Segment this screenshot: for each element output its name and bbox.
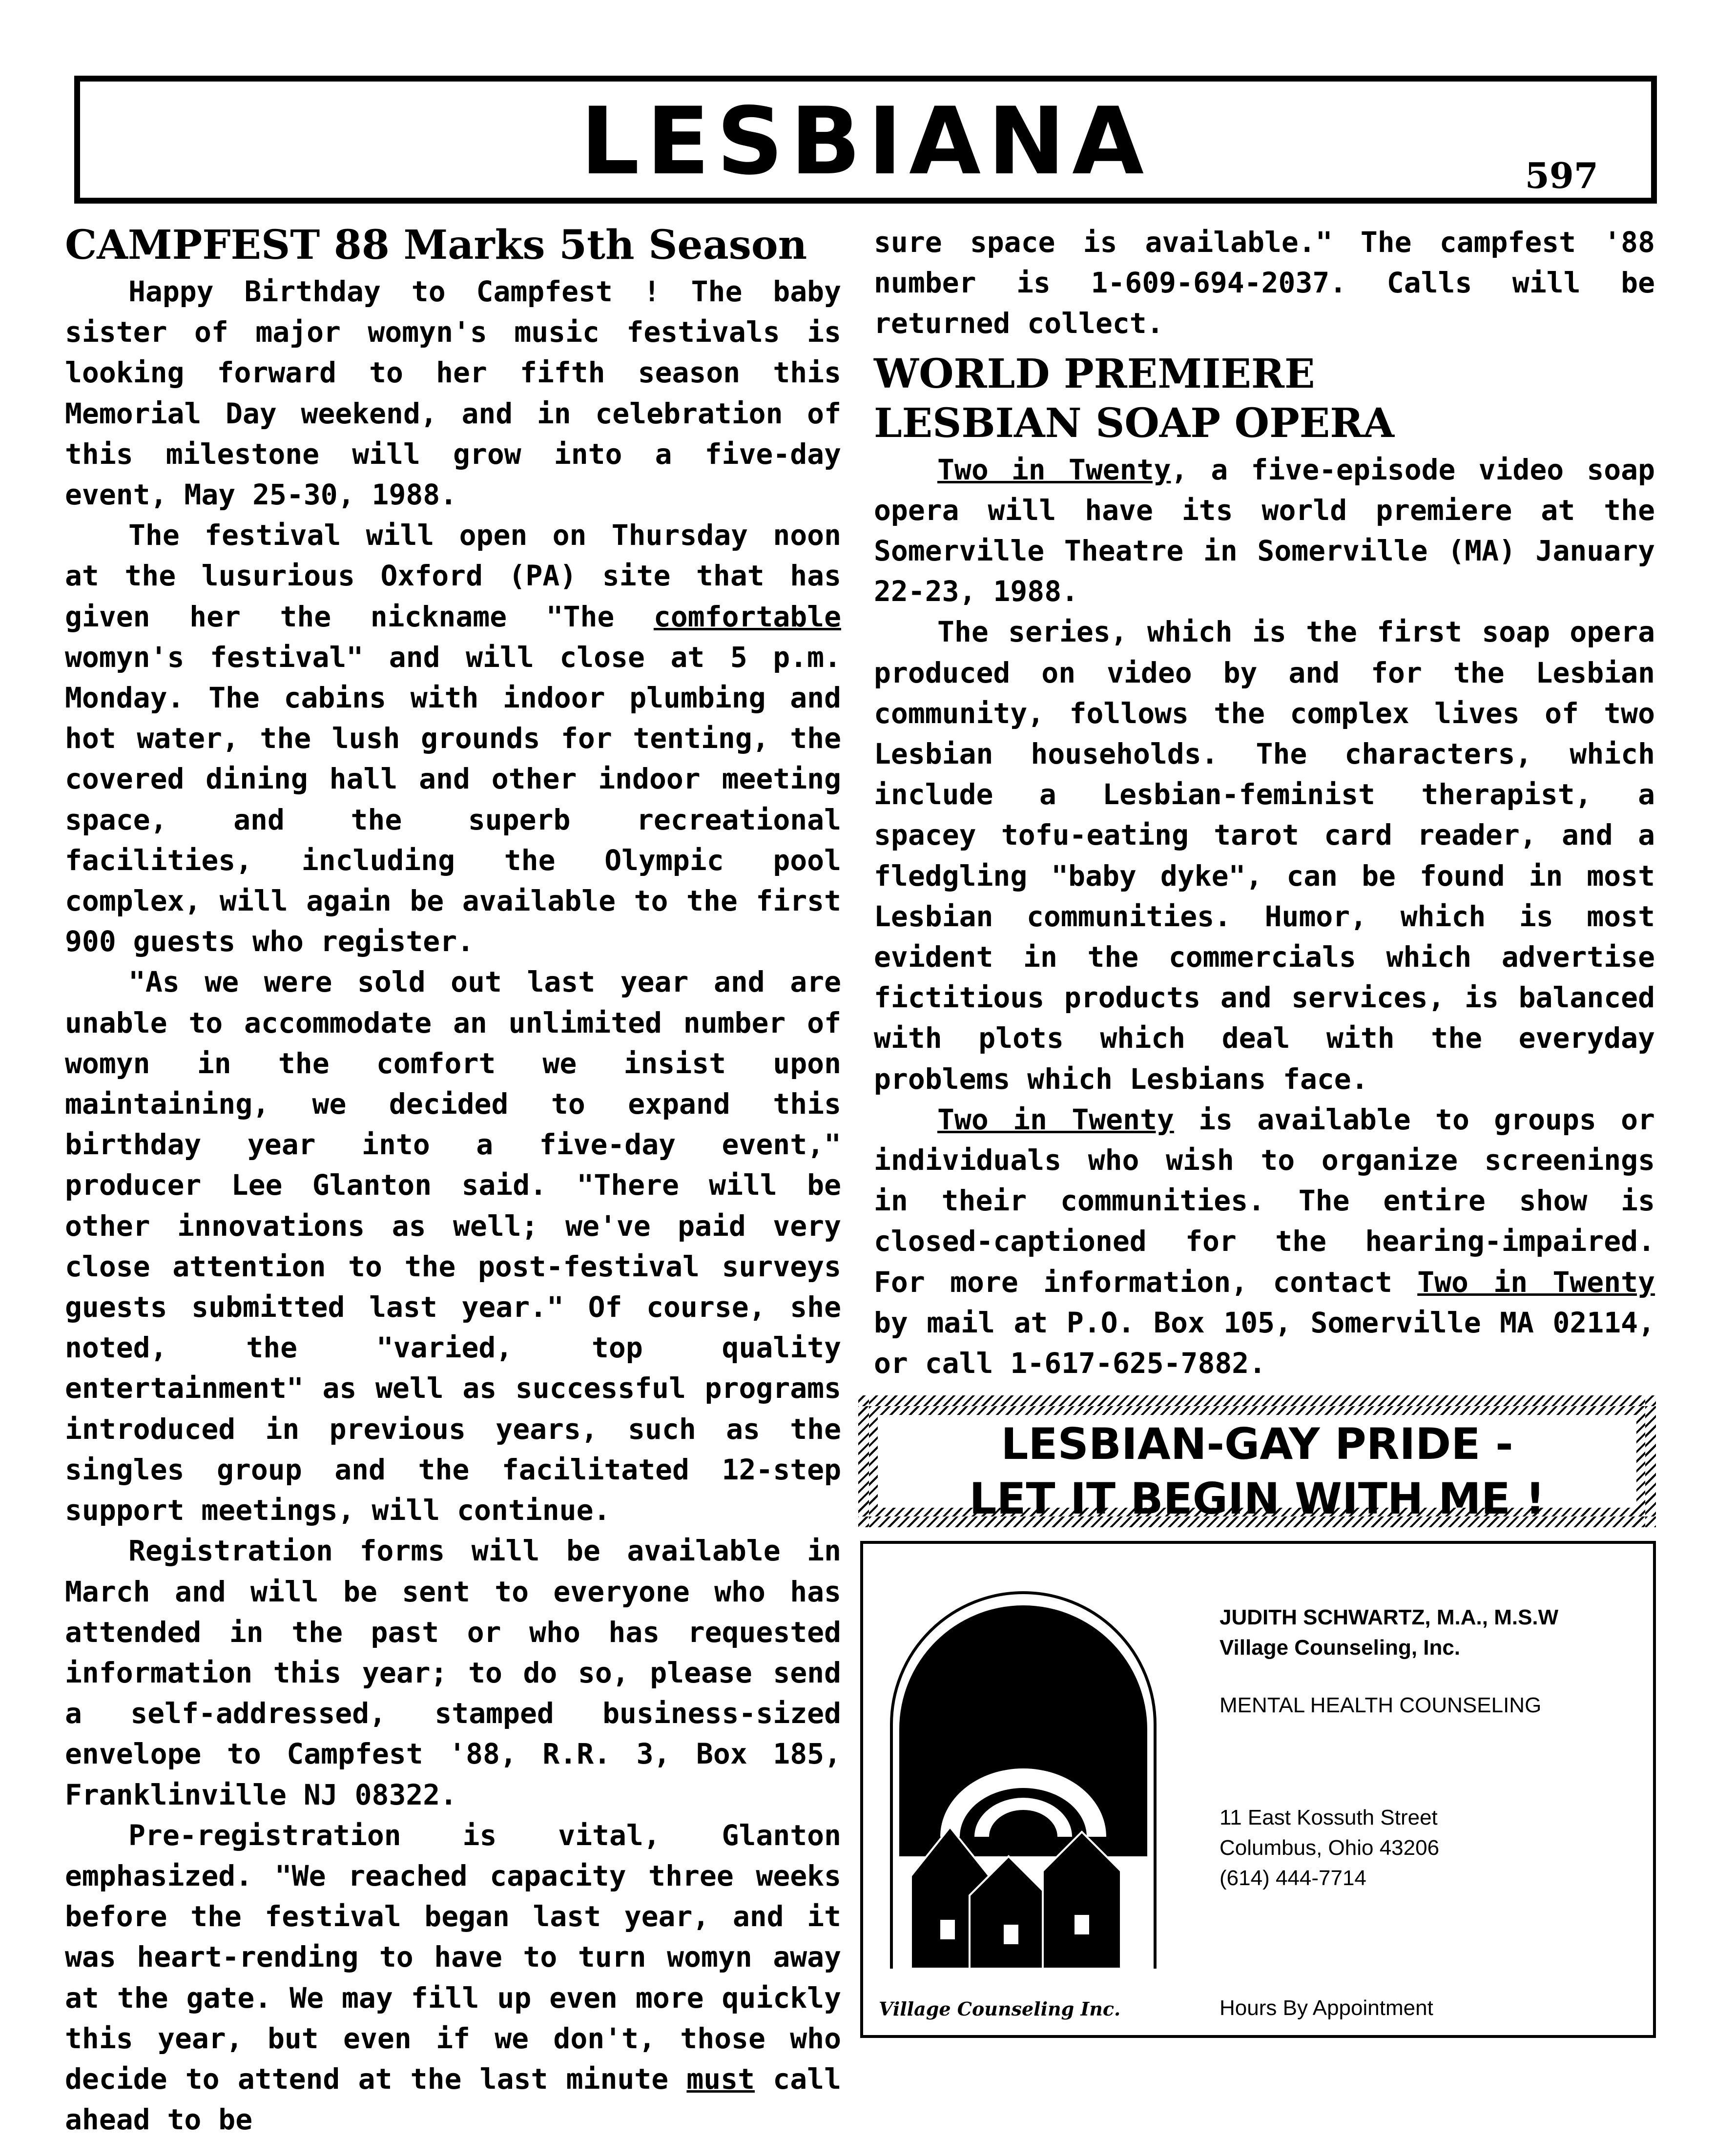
must-underlined: must (686, 2062, 755, 2096)
village-arch-logo-icon (882, 1583, 1165, 1969)
soap-p1-rest: , a five-episode video soap opera will have its world premiere at the Somerville Theatre in Somerville (MA) January 22-23, 1988. (874, 453, 1655, 608)
campfest-paragraph-4: Registration forms will be available in March and will be sent to everyone who has attended in the past or who has requested information this year; to do so, please send a self-addressed, stamped business-sized envelope to Campfest '88, R.R. 3, Box 185, Franklinville NJ 08322. (65, 1534, 841, 1811)
campfest-paragraph-3: "As we were sold out last year and are unable to accommodate an unlimited number of womyn in the comfort we insist upon maintaining, we decided to expand this birthday year into a five-day event," producer Lee Glanton said. "There will be other innovations as well; we've paid very close attention to the post-festival surveys guests submitted last year." Of course, she noted, the "varied, top quality entertainment" as well as successful programs introduced in previous years, such as the singles group and the facilitated 12-step support meetings, will continue. (65, 965, 841, 1527)
pride-line-2: LET IT BEGIN WITH ME ! (969, 1474, 1545, 1524)
campfest-p5-start: Pre-registration is vital, Glanton emphasized. "We reached capacity three weeks before the festival began last year, and it was heart-rending to have to turn womyn away at the gate. We may fill up even more quickly this year, but even if we don't, those who decide to attend at the last minute (65, 1818, 841, 2096)
masthead (74, 76, 1657, 204)
organization-name: Village Counseling, Inc. (1219, 1636, 1461, 1660)
soap-opera-paragraph-1 (874, 450, 1655, 612)
soap-opera-headline-line1: WORLD PREMIERE (874, 350, 1315, 397)
show-title-underlined: Two in Twenty (937, 453, 1171, 486)
right-column (874, 222, 1655, 1384)
pride-line-1: LESBIAN-GAY PRIDE - (1001, 1419, 1513, 1469)
ad-logo-caption: Village Counseling Inc. (879, 1998, 1121, 2020)
masthead-title: LESBIANA (580, 87, 1151, 195)
soap-opera-paragraph-3 (874, 1100, 1655, 1384)
campfest-paragraph-2 (65, 515, 841, 962)
ad-city: Columbus, Ohio 43206 (1219, 1836, 1440, 1860)
campfest-p2-start: The festival will open on Thursday noon at the lusurious Oxford (PA) site that has given her the nickname "The (65, 519, 841, 633)
pride-banner-text (878, 1415, 1636, 1524)
campfest-headline: CAMPFEST 88 Marks 5th Season (65, 222, 807, 269)
ad-address (1219, 1803, 1439, 1893)
campfest-p2-end: womyn's festival" and will close at 5 p.m. Monday. The cabins with indoor plumbing and hot water, the lush grounds for tenting, the covered dining hall and other indoor meeting space, and the superb recreational facilities, including the Olympic pool complex, will again be available to the first 900 guests who register. (65, 640, 841, 958)
soap-opera-paragraph-2: The series, which is the first soap opera produced on video by and for the Lesbian community, follows the complex lives of two Lesbian households. The characters, which include a Lesbian-feminist therapist, a spacey tofu-eating tarot card reader, and a fledgling "baby dyke", can be found in most Lesbian communities. Humor, which is most evident in the commercials which advertise fictitious products and services, is balanced with plots which deal with the everyday problems which Lesbians face. (874, 615, 1655, 1096)
pride-banner (858, 1395, 1656, 1527)
soap-opera-headline-line2: LESBIAN SOAP OPERA (874, 399, 1394, 447)
ad-phone: (614) 444-7714 (1219, 1866, 1366, 1890)
campfest-paragraph-1: Happy Birthday to Campfest ! The baby sister of major womyn's music festivals is looking forward to her fifth season this Memorial Day weekend, and in celebration of this milestone will grow into a five-day event, May 25-30, 1988. (65, 275, 841, 512)
ad-hours: Hours By Appointment (1219, 1996, 1433, 2020)
campfest-paragraph-5 (65, 1815, 841, 2140)
comfortable-underlined: comfortable (653, 600, 841, 633)
counselor-name: JUDITH SCHWARTZ, M.A., M.S.W (1219, 1605, 1559, 1629)
soap-p3-mid: is available to groups or individuals who wish to organize screenings in their communities. The entire show is closed-captioned for the hearing-impaired. For more information, contact (874, 1102, 1655, 1299)
ad-street: 11 East Kossuth Street (1219, 1806, 1438, 1829)
page-number: 597 (1525, 155, 1598, 196)
campfest-p5-end: call ahead to be (65, 2062, 841, 2137)
ad-name-block (1219, 1602, 1558, 1663)
left-column (65, 222, 841, 2140)
show-title-underlined: Two in Twenty (1417, 1265, 1655, 1299)
show-title-underlined: Two in Twenty (937, 1102, 1174, 1136)
soap-p3-end: by mail at P.O. Box 105, Somerville MA 02114, or call 1-617-625-7882. (874, 1306, 1655, 1380)
counseling-ad (860, 1541, 1656, 2038)
campfest-continuation: sure space is available." The campfest '88 number is 1-609-694-2037. Calls will be returned collect. (874, 226, 1655, 340)
ad-service: MENTAL HEALTH COUNSELING (1219, 1693, 1542, 1717)
